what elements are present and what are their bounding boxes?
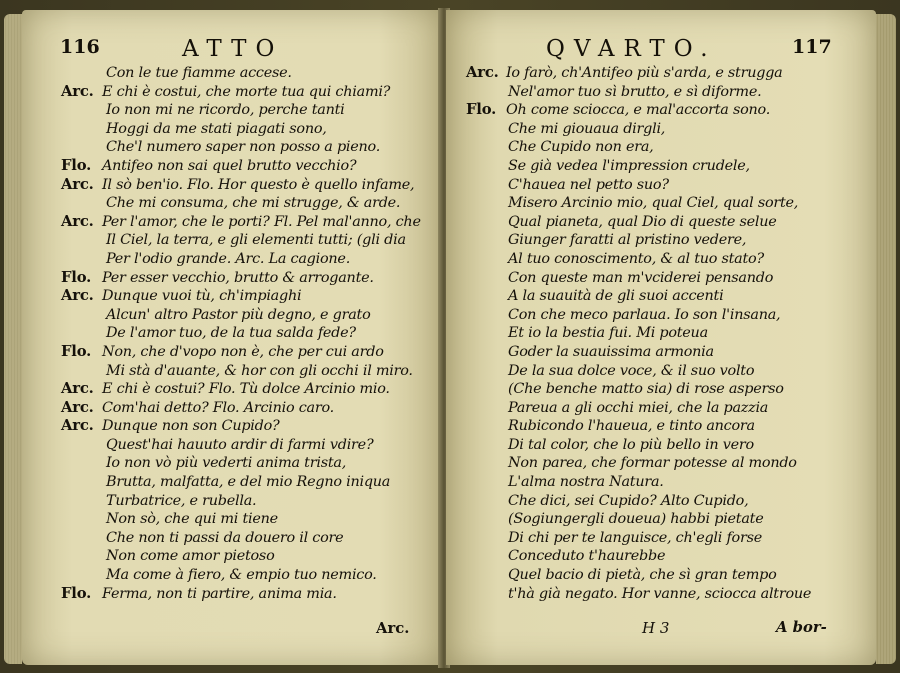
verse-text: Con le tue fiamme accese. — [106, 65, 292, 81]
text-line — [22, 362, 442, 381]
verse-text: Con queste man m'vciderei pensando — [508, 269, 774, 286]
text-line — [446, 547, 876, 566]
text-line — [22, 566, 442, 585]
verse-text: De la sua dolce voce, & il suo volto — [508, 362, 755, 379]
verse-text: A la suauità de gli suoi accenti — [508, 288, 724, 305]
verse-text: Che Cupido non era, — [508, 139, 654, 156]
text-line — [22, 194, 442, 213]
verse-text: Per l'amor, che le porti? Fl. Pel mal'anno, che — [102, 213, 421, 230]
text-line — [446, 138, 876, 157]
verse-text: (Che benche matto sia) di rose asperso — [508, 381, 784, 398]
text-line — [446, 324, 876, 343]
text-line — [446, 492, 876, 511]
verse-text: Io non mi ne ricordo, perche tanti — [106, 102, 345, 119]
left-page-header — [22, 36, 442, 64]
left-page — [22, 10, 442, 665]
text-line — [22, 250, 442, 269]
text-line — [22, 399, 442, 418]
text-line — [22, 213, 442, 232]
text-line — [22, 585, 442, 604]
text-line — [22, 120, 442, 139]
speaker-label: Arc. — [61, 417, 94, 435]
speaker-label: Arc. — [466, 64, 499, 81]
page-number: 116 — [60, 36, 100, 58]
text-line — [446, 417, 876, 436]
verse-text: Oh come sciocca, e mal'accorta sono. — [506, 102, 771, 119]
verse-text: Giunger faratti al pristino vedere, — [508, 232, 747, 249]
verse-text: Per esser vecchio, brutto & arrogante. — [102, 269, 374, 286]
speaker-label: Arc. — [61, 175, 94, 193]
text-line — [446, 343, 876, 362]
text-line — [446, 529, 876, 548]
verse-text: Ma come à fiero, & empio tuo nemico. — [106, 567, 377, 584]
text-line — [446, 473, 876, 492]
catchword: A bor- — [776, 619, 827, 636]
verse-text: Quest'hai hauuto ardir di farmi vdire? — [106, 436, 374, 453]
speaker-label: Arc. — [61, 398, 94, 416]
right-page-header — [446, 36, 876, 64]
verse-text: Ferma, non ti partire, anima mia. — [102, 585, 337, 602]
text-line — [446, 194, 876, 213]
text-line — [446, 213, 876, 232]
catchword: Arc. — [376, 620, 410, 637]
verse-text: Che mi giouaua dirgli, — [508, 120, 666, 137]
text-line — [22, 529, 442, 548]
text-line — [22, 157, 442, 176]
text-line — [446, 231, 876, 250]
verse-text: Che dici, sei Cupido? Alto Cupido, — [508, 492, 749, 509]
verse-text: Al tuo conoscimento, & al tuo stato? — [508, 250, 764, 267]
text-line — [446, 362, 876, 381]
speaker-label: Flo. — [61, 156, 92, 174]
speaker-label: Flo. — [61, 342, 92, 360]
verse-text: Se già vedea l'impression crudele, — [508, 157, 750, 174]
verse-text: Rubicondo l'haueua, e tinto ancora — [508, 418, 755, 435]
text-line — [22, 380, 442, 399]
verse-text: Pareua a gli occhi miei, che la pazzia — [508, 399, 769, 416]
verse-text: Turbatrice, e rubella. — [106, 492, 257, 509]
text-line — [446, 176, 876, 195]
text-line — [446, 306, 876, 325]
speaker-label: Arc. — [61, 380, 94, 398]
text-line — [446, 83, 876, 102]
running-head: ATTO — [182, 36, 284, 62]
verse-text: Nel'amor tuo sì brutto, e sì diforme. — [508, 83, 762, 100]
text-line — [446, 399, 876, 418]
speaker-label: Arc. — [61, 287, 94, 305]
verse-text: Il sò ben'io. Flo. Hor questo è quello infame, — [102, 176, 415, 193]
text-line — [22, 101, 442, 120]
text-line — [22, 324, 442, 343]
text-line — [22, 287, 442, 306]
verse-text: Il Ciel, la terra, e gli elementi tutti; (gli dia — [106, 232, 406, 249]
verse-text: Qual pianeta, qual Dio di queste selue — [508, 213, 777, 230]
text-line — [446, 436, 876, 455]
left-text-block — [22, 64, 442, 603]
verse-text: Misero Arcinio mio, qual Ciel, qual sorte, — [508, 195, 799, 212]
left-page-edges — [4, 14, 22, 664]
text-line — [22, 269, 442, 288]
verse-text: E chi è costui? Flo. Tù dolce Arcinio mio. — [102, 381, 390, 398]
verse-text: (Sogiungergli doueua) habbi pietate — [508, 511, 764, 528]
speaker-label: Arc. — [61, 82, 94, 100]
verse-text: De l'amor tuo, de la tua salda fede? — [106, 325, 356, 342]
verse-text: Brutta, malfatta, e del mio Regno iniqua — [106, 474, 391, 491]
verse-text: E chi è costui, che morte tua qui chiami? — [102, 83, 391, 100]
text-line — [22, 436, 442, 455]
verse-text: Di chi per te languisce, ch'egli forse — [508, 529, 762, 546]
verse-text: Non parea, che formar potesse al mondo — [508, 455, 797, 472]
verse-text: t'hà già negato. Hor vanne, sciocca altroue — [508, 585, 812, 602]
speaker-label: Flo. — [61, 268, 92, 286]
verse-text: Che non ti passi da douero il core — [106, 529, 344, 546]
verse-text: Con che meco parlaua. Io son l'insana, — [508, 306, 781, 323]
verse-text: Io farò, ch'Antifeo più s'arda, e strugga — [506, 65, 783, 81]
verse-text: Et io la bestia fui. Mi poteua — [508, 325, 708, 342]
right-page-edges — [876, 14, 896, 664]
verse-text: Dunque non son Cupido? — [102, 418, 280, 435]
verse-text: Dunque vuoi tù, ch'impiaghi — [102, 288, 302, 305]
verse-text: Io non vò più vederti anima trista, — [106, 455, 347, 472]
text-line — [22, 306, 442, 325]
text-line — [446, 454, 876, 473]
page-number: 117 — [792, 36, 832, 58]
verse-text: Conceduto t'haurebbe — [508, 548, 666, 565]
text-line — [22, 176, 442, 195]
verse-text: Mi stà d'auante, & hor con gli occhi il miro. — [106, 362, 413, 379]
verse-text: Alcun' altro Pastor più degno, e grato — [106, 306, 371, 323]
text-line — [22, 510, 442, 529]
text-line — [22, 417, 442, 436]
text-line — [22, 138, 442, 157]
text-line — [446, 585, 876, 604]
text-line — [22, 83, 442, 102]
text-line — [22, 343, 442, 362]
text-line — [22, 473, 442, 492]
text-line — [446, 64, 876, 83]
verse-text: Che'l numero saper non posso a pieno. — [106, 139, 381, 156]
verse-text: Quel bacio di pietà, che sì gran tempo — [508, 567, 777, 584]
verse-text: Che mi consuma, che mi strugge, & arde. — [106, 195, 401, 212]
verse-text: Non sò, che qui mi tiene — [106, 511, 278, 528]
verse-text: Di tal color, che lo più bello in vero — [508, 436, 754, 453]
text-line — [22, 454, 442, 473]
verse-text: Per l'odio grande. Arc. La cagione. — [106, 250, 351, 267]
text-line — [446, 269, 876, 288]
text-line — [446, 157, 876, 176]
text-line — [446, 510, 876, 529]
verse-text: Antifeo non sai quel brutto vecchio? — [102, 157, 357, 174]
verse-text: Goder la suauissima armonia — [508, 343, 714, 360]
right-page — [446, 10, 876, 665]
verse-text: Non, che d'vopo non è, che per cui ardo — [102, 343, 384, 360]
text-line — [446, 287, 876, 306]
right-text-block — [446, 64, 876, 603]
verse-text: L'alma nostra Natura. — [508, 474, 664, 491]
text-line — [446, 120, 876, 139]
text-line — [22, 64, 442, 83]
speaker-label: Arc. — [61, 212, 94, 230]
text-line — [22, 492, 442, 511]
running-head: QVARTO. — [546, 36, 717, 62]
signature-mark: H 3 — [642, 619, 670, 637]
verse-text: Non come amor pietoso — [106, 548, 275, 565]
text-line — [446, 101, 876, 120]
text-line — [22, 547, 442, 566]
verse-text: Com'hai detto? Flo. Arcinio caro. — [102, 399, 334, 416]
text-line — [446, 380, 876, 399]
text-line — [22, 231, 442, 250]
speaker-label: Flo. — [61, 584, 92, 602]
speaker-label: Flo. — [466, 101, 497, 119]
text-line — [446, 566, 876, 585]
text-line — [446, 250, 876, 269]
verse-text: Hoggi da me stati piagati sono, — [106, 120, 327, 137]
verse-text: C'haueа nel petto suo? — [508, 176, 669, 193]
